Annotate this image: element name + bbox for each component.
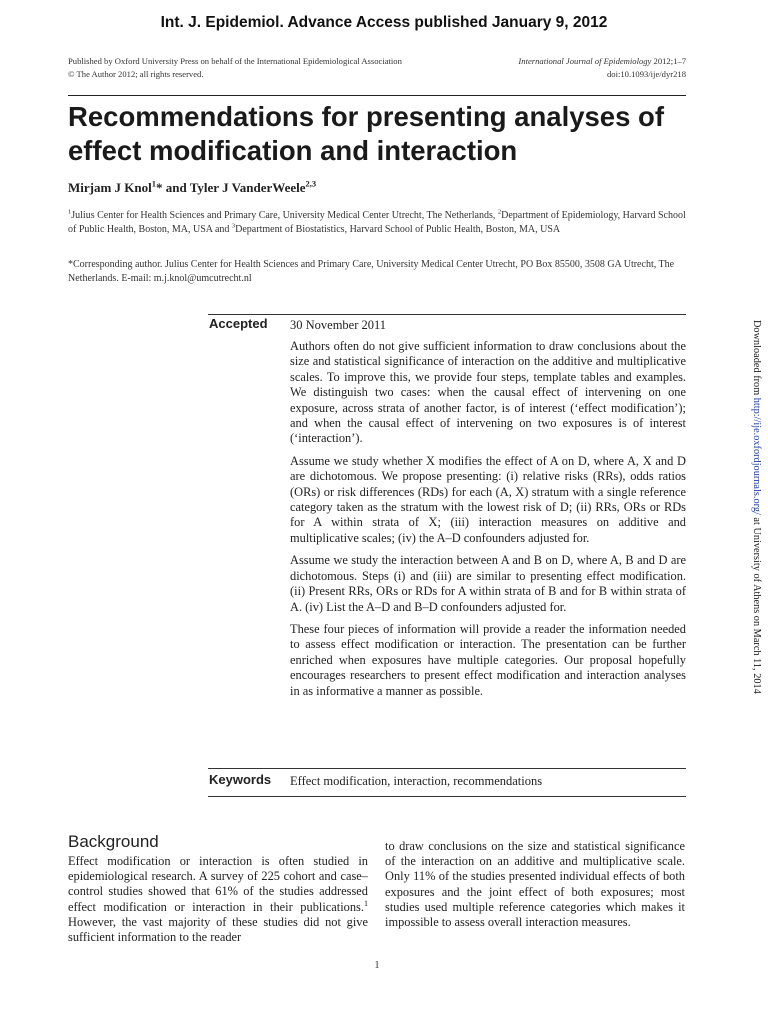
affil-1: Julius Center for Health Sciences and Primary Care, University Medical Center Utrecht, The Netherlands, [71,210,498,221]
journal-pages: 2012;1–7 [651,56,686,66]
publisher-info [68,55,498,81]
author-knol-affil: 1 [151,178,156,189]
abstract-paragraph: Assume we study the interaction between A and B on D, where A, B and D are dichotomous. Steps (i) and (iii) are similar to presenting effect modification. (ii) Present RRs, ORs or RDs for A within strata of B and for B within strata of A. (iv) List the A–D and B–D confounders adjusted for. [290,553,686,614]
article-title: Recommendations for presenting analyses of effect modification and interaction [68,101,664,166]
background-left-column [68,854,368,945]
header-rule [68,95,686,96]
affil-1-num: 1 [68,208,72,216]
journal-link[interactable]: http://ije.oxfordjournals.org/ [751,397,762,515]
keywords-label: Keywords [209,772,272,787]
background-left-text-cont: However, the vast majority of these studies did not give sufficient information to the reader [68,914,368,945]
corresponding-star: * [155,180,163,195]
background-left-text: Effect modification or interaction is often studied in epidemiological research. A survey of 225 cohort and case–control studies showed that 61% of the studies addressed effect modification or interaction in their publications. [68,854,368,914]
citation-1[interactable]: 1 [363,898,368,908]
background-paragraph-right: to draw conclusions on the size and statistical significance of the interaction on an additive and multiplicative scale. Only 11% of the studies presented individual effects of both exposures and the joint effect of both exposures; most studies used multiple reference categories which makes it impossible to assess overall interaction measures. [385,839,685,930]
journal-name: International Journal of Epidemiology [518,56,652,66]
affil-3-num: 3 [231,222,236,230]
abstract-bottom-rule [208,796,686,797]
author-list [68,180,688,196]
affil-2-num: 2 [497,208,502,216]
corresponding-author [68,258,686,285]
abstract-body [290,339,686,706]
download-prefix: Downloaded from [751,320,762,398]
author-knol: Mirjam J Knol [68,180,152,195]
affiliations [68,209,686,236]
corresponding-label: *Corresponding author. [68,259,163,270]
page-number: 1 [374,960,380,971]
author-vanderweele: Tyler J VanderWeele [189,180,306,195]
abstract-paragraph: Assume we study whether X modifies the effect of A on D, where A, X and D are dichotomous. We propose presenting: (i) relative risks (RRs), odds ratios (ORs) or risk differences (RDs) for each (A, X) stratum with a single reference category taken as the stratum with the lowest risk of D; (ii) RRs, ORs or RDs for A within strata of X; (iii) interaction measures on additive and multiplicative scales; (iv) the A–D confounders adjusted for. [290,453,686,545]
doi: doi:10.1093/ije/dyr218 [606,69,686,79]
author-vanderweele-affil: 2,3 [305,178,317,189]
download-suffix: at University of Athens on March 11, 2014 [751,514,762,694]
keywords-list: Effect modification, interaction, recommendations [290,774,543,788]
abstract-paragraph: These four pieces of information will provide a reader the information needed to assess effect modification or interaction. The presentation can be further enriched when exposures have multiple categories. Our proposal hopefully encourages researchers to present effect modification and interaction analyses in as informative a manner as possible. [290,621,686,698]
corresponding-address: Julius Center for Health Sciences and Primary Care, University Medical Center Utrecht, PO Box 85500, 3508 GA Utrecht, The Netherlands. E-mail: m.j.knol@umcutrecht.nl [68,259,675,284]
journal-banner: Int. J. Epidemiol. Advance Access published January 9, 2012 [160,14,608,31]
abstract-paragraph: Authors often do not give sufficient information to draw conclusions about the size and statistical significance of interaction on the additive and multiplicative scales. To improve this, we provide four steps, template tables and examples. We distinguish two cases: when the causal effect of intervening on one exposure, across strata of another factor, is of interest (‘effect modification’); and when the causal effect of intervening on two exposures is of interest (‘interaction’). [290,339,686,446]
abstract-top-rule [208,314,686,315]
publisher-line: Published by Oxford University Press on behalf of the International Epidemiological Association [68,56,402,66]
background-heading: Background [68,832,159,851]
keywords-top-rule [208,768,686,769]
copyright-line: © The Author 2012; all rights reserved. [68,69,204,79]
journal-reference [450,55,686,68]
author-joiner: and [162,180,190,195]
background-right-column [385,839,685,930]
download-watermark [742,320,762,694]
accepted-date: 30 November 2011 [290,318,387,332]
journal-citation [450,55,686,81]
accepted-label: Accepted [209,316,268,331]
affil-2: Department of Epidemiology, Harvard School of Public Health, Boston, MA, USA and [68,210,686,235]
background-paragraph-left [68,854,368,945]
affil-3: Department of Biostatistics, Harvard School of Public Health, Boston, MA, USA [235,223,561,235]
